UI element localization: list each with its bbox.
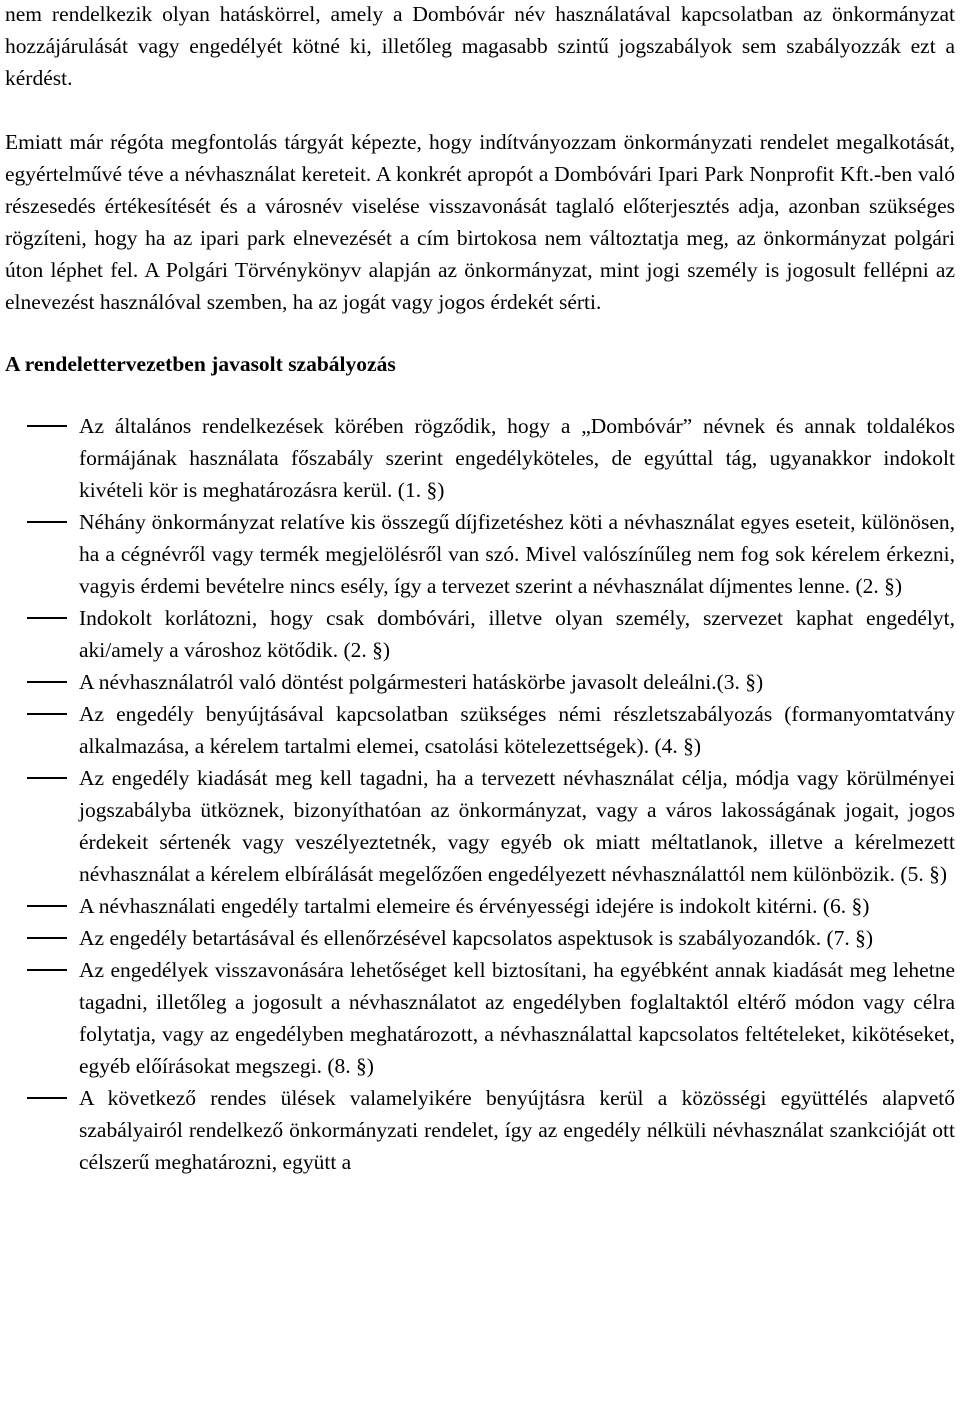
list-item: Az engedélyek visszavonására lehetőséget kell biztosítani, ha egyébként annak kiadását meg lehetne tagadni, illetőleg a jogosult a névhasználatot az engedélyben foglaltaktól eltérő módon vagy célra folytatja, vagy az engedélyben meghatározott, a névhasználattal kapcsolatos feltételeket, kikötéseket, egyéb előírásokat megszegi. (8. §) xyxy=(5,954,955,1082)
list-item: Néhány önkormányzat relatíve kis összegű díjfizetéshez köti a névhasználat egyes eseteit, különösen, ha a cégnévről vagy termék megjelölésről van szó. Mivel valószínűleg nem fog sok kérelem érkezni, vagyis érdemi bevételre nincs esély, így a tervezet szerint a névhasználat díjmentes lenne. (2. §) xyxy=(5,506,955,602)
dash-bullet-icon xyxy=(27,1097,67,1099)
dash-bullet-icon xyxy=(27,937,67,939)
dash-bullet-icon xyxy=(27,425,67,427)
list-item: Az engedély betartásával és ellenőrzésével kapcsolatos aspektusok is szabályozandók. (7. §) xyxy=(5,922,955,954)
dash-bullet-icon xyxy=(27,713,67,715)
paragraph-background: Emiatt már régóta megfontolás tárgyát képezte, hogy indítványozzam önkormányzati rendelet megalkotását, egyértelművé téve a névhasználat kereteit. A konkrét apropót a Dombóvári Ipari Park Nonprofit Kft.-ben való részesedés értékesítését és a városnév viselése visszavonását taglaló előterjesztés adja, azonban szükséges rögzíteni, hogy ha az ipari park elnevezését a cím birtokosa nem változtatja meg, az önkormányzat polgári úton léphet fel. A Polgári Törvénykönyv alapján az önkormányzat, mint jogi személy is jogosult fellépni az elnevezést használóval szemben, ha az jogát vagy jogos érdekét sérti. xyxy=(5,130,955,314)
dash-bullet-icon xyxy=(27,521,67,523)
paragraph-intro: nem rendelkezik olyan hatáskörrel, amely a Dombóvár név használatával kapcsolatban az önkormányzat hozzájárulását vagy engedélyét kötné ki, illetőleg magasabb szintű jogszabályok sem szabályozzák ezt a kérdést. xyxy=(5,2,955,90)
list-item: A következő rendes ülések valamelyikére benyújtásra kerül a közösségi együttélés alapvető szabályairól rendelkező önkormányzati rendelet, így az engedély nélküli névhasználat szankcióját ott célszerű meghatározni, együtt a xyxy=(5,1082,955,1178)
dash-bullet-icon xyxy=(27,681,67,683)
list-item: Indokolt korlátozni, hogy csak dombóvári, illetve olyan személy, szervezet kaphat engedélyt, aki/amely a városhoz kötődik. (2. §) xyxy=(5,602,955,666)
dash-bullet-icon xyxy=(27,969,67,971)
dash-bullet-icon xyxy=(27,905,67,907)
list-item: Az általános rendelkezések körében rögződik, hogy a „Dombóvár” névnek és annak toldalékos formájának használata főszabály szerint engedélyköteles, de egyúttal tág, ugyanakkor indokolt kivételi kör is meghatározásra kerül. (1. §) xyxy=(5,410,955,506)
regulation-list xyxy=(5,410,955,1178)
list-item: A névhasználatról való döntést polgármesteri hatáskörbe javasolt deleálni.(3. §) xyxy=(5,666,955,698)
list-item: Az engedély benyújtásával kapcsolatban szükséges némi részletszabályozás (formanyomtatvány alkalmazása, a kérelem tartalmi elemei, csatolási kötelezettségek). (4. §) xyxy=(5,698,955,762)
dash-bullet-icon xyxy=(27,617,67,619)
list-item: A névhasználati engedély tartalmi elemeire és érvényességi idejére is indokolt kitérni. (6. §) xyxy=(5,890,955,922)
dash-bullet-icon xyxy=(27,777,67,779)
list-item: Az engedély kiadását meg kell tagadni, ha a tervezett névhasználat célja, módja vagy körülményei jogszabályba ütköznek, bizonyíthatóan az önkormányzat, vagy a város lakosságának jogait, jogos érdekeit sértenék vagy veszélyeztetnék, vagy egyéb ok miatt méltatlanok, illetve a kérelmezett névhasználat a kérelem elbírálását megelőzően engedélyezett névhasználattól nem különbözik. (5. §) xyxy=(5,762,955,890)
document-page xyxy=(5,0,955,1178)
section-heading: A rendelettervezetben javasolt szabályozás xyxy=(5,352,396,376)
